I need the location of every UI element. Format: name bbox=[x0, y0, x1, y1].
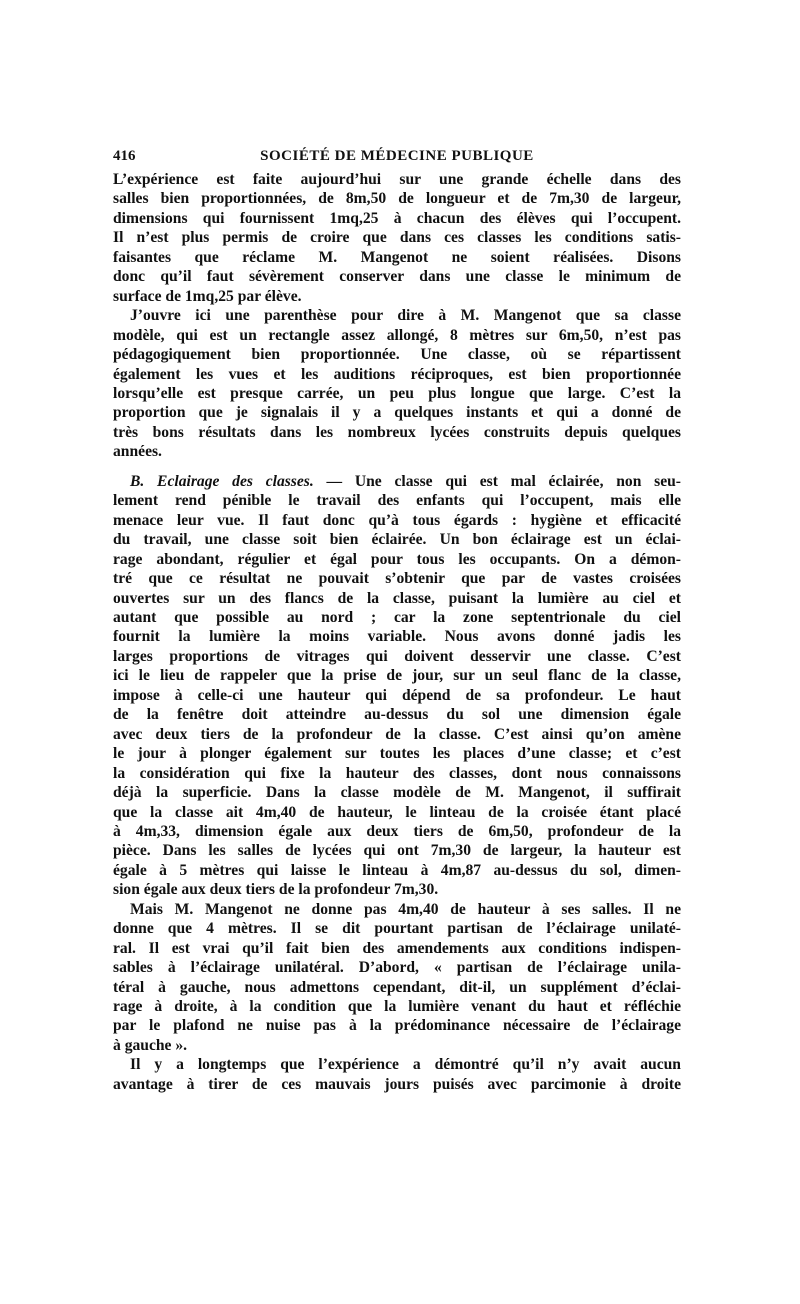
book-page bbox=[113, 140, 681, 1094]
text-line: pédagogiquement bien proportionnée. Une classe, où se répartissent bbox=[113, 346, 681, 364]
text-line: années. bbox=[113, 443, 162, 461]
text-line: tré que ce résultat ne pouvait s’obtenir que par de vastes croisées bbox=[113, 570, 681, 588]
text-line: avec deux tiers de la profondeur de la classe. C’est ainsi qu’on amène bbox=[113, 725, 681, 743]
text-line: également les vues et les auditions réciproques, est bien proportionnée bbox=[113, 365, 681, 383]
text-line: surface de 1mq,25 par élève. bbox=[113, 287, 302, 305]
running-head: SOCIÉTÉ DE MÉDECINE PUBLIQUE bbox=[260, 148, 534, 164]
text-line: donne que 4 mètres. Il se dit pourtant partisan de l’éclairage unilaté- bbox=[113, 920, 681, 938]
paragraph-3 bbox=[113, 472, 681, 900]
text-line: modèle, qui est un rectangle assez allongé, 8 mètres sur 6m,50, n’est pas bbox=[113, 326, 681, 344]
text-line: sion égale aux deux tiers de la profondeur 7m,30. bbox=[113, 881, 439, 899]
paragraph-1 bbox=[113, 170, 681, 306]
text-line: donc qu’il faut sévèrement conserver dans une classe le minimum de bbox=[113, 268, 681, 286]
text-line: sables à l’éclairage unilatéral. D’abord, « partisan de l’éclairage unila- bbox=[113, 959, 681, 977]
section-title: B. Eclairage des classes. bbox=[130, 472, 314, 490]
text-line: lement rend pénible le travail des enfants qui l’occupent, mais elle bbox=[113, 492, 681, 510]
text-line: par le plafond ne nuise pas à la prédominance nécessaire de l’éclairage bbox=[113, 1017, 681, 1035]
text-line: de la fenêtre doit atteindre au-dessus du sol une dimension égale bbox=[113, 706, 681, 724]
text-line: faisantes que réclame M. Mangenot ne soient réalisées. Disons bbox=[113, 248, 681, 266]
text-line: Il y a longtemps que l’expérience a démontré qu’il n’y avait aucun bbox=[130, 1056, 681, 1074]
text-line: salles bien proportionnées, de 8m,50 de longueur et de 7m,30 de largeur, bbox=[113, 190, 681, 208]
text-line: impose à celle-ci une hauteur qui dépend de sa profondeur. Le haut bbox=[113, 686, 681, 704]
body-text bbox=[113, 170, 681, 1094]
text-line: téral à gauche, nous admettons cependant, dit-il, un supplément d’éclai- bbox=[113, 978, 681, 996]
page-number: 416 bbox=[113, 148, 136, 164]
paragraph-4 bbox=[113, 900, 681, 1056]
text-line: Mais M. Mangenot ne donne pas 4m,40 de hauteur à ses salles. Il ne bbox=[130, 900, 681, 918]
text-line: le jour à plonger également sur toutes les places d’une classe; et c’est bbox=[113, 745, 681, 763]
paragraph-5 bbox=[113, 1055, 681, 1094]
text-line: dimensions qui fournissent 1mq,25 à chacun des élèves qui l’occupent. bbox=[113, 209, 681, 227]
text-line: très bons résultats dans les nombreux lycées construits depuis quelques bbox=[113, 423, 681, 441]
text-line: la considération qui fixe la hauteur des classes, dont nous connaissons bbox=[113, 764, 681, 782]
text-line: larges proportions de vitrages qui doivent desservir une classe. C’est bbox=[113, 647, 681, 665]
text-line: déjà la superficie. Dans la classe modèle de M. Mangenot, il suffirait bbox=[113, 784, 681, 802]
text-line: rage à droite, à la condition que la lumière venant du haut et réfléchie bbox=[113, 998, 681, 1016]
text-line: pièce. Dans les salles de lycées qui ont 7m,30 de largeur, la hauteur est bbox=[113, 842, 681, 860]
text-line: à gauche ». bbox=[113, 1036, 188, 1054]
paragraph-2 bbox=[113, 306, 681, 462]
text-line: J’ouvre ici une parenthèse pour dire à M. Mangenot que sa classe bbox=[130, 307, 681, 325]
text-line: proportion que je signalais il y a quelques instants et qui a donné de bbox=[113, 404, 681, 422]
text-line: rage abondant, régulier et égal pour tous les occupants. On a démon- bbox=[113, 550, 681, 568]
text-line: fournit la lumière la moins variable. Nous avons donné jadis les bbox=[113, 628, 681, 646]
text-line: B. Eclairage des classes. — Une classe qui est mal éclairée, non seu- bbox=[130, 472, 681, 490]
text-line: avantage à tirer de ces mauvais jours puisés avec parcimonie à droite bbox=[113, 1075, 681, 1093]
text-line: ouvertes sur un des flancs de la classe, puisant la lumière au ciel et bbox=[113, 589, 681, 607]
text-line: du travail, une classe soit bien éclairée. Un bon éclairage est un éclai- bbox=[113, 531, 681, 549]
text-line: ral. Il est vrai qu’il fait bien des amendements aux conditions indispen- bbox=[113, 939, 681, 957]
text-line: autant que possible au nord ; car la zone septentrionale du ciel bbox=[113, 608, 681, 626]
text-line: à 4m,33, dimension égale aux deux tiers de 6m,50, profondeur de la bbox=[113, 822, 681, 840]
text-line: égale à 5 mètres qui laisse le linteau à 4m,87 au-dessus du sol, dimen- bbox=[113, 861, 681, 879]
text-line: menace leur vue. Il faut donc qu’à tous égards : hygiène et efficacité bbox=[113, 511, 681, 529]
text-line: que la classe ait 4m,40 de hauteur, le linteau de la croisée étant placé bbox=[113, 803, 681, 821]
text-line: ici le lieu de rappeler que la prise de jour, sur un seul flanc de la classe, bbox=[113, 667, 681, 685]
text-line: Il n’est plus permis de croire que dans ces classes les conditions satis- bbox=[113, 229, 681, 247]
text-line: L’expérience est faite aujourd’hui sur une grande échelle dans des bbox=[113, 171, 681, 188]
text-line: lorsqu’elle est presque carrée, un peu plus longue que large. C’est la bbox=[113, 384, 681, 402]
page-header bbox=[113, 140, 681, 170]
